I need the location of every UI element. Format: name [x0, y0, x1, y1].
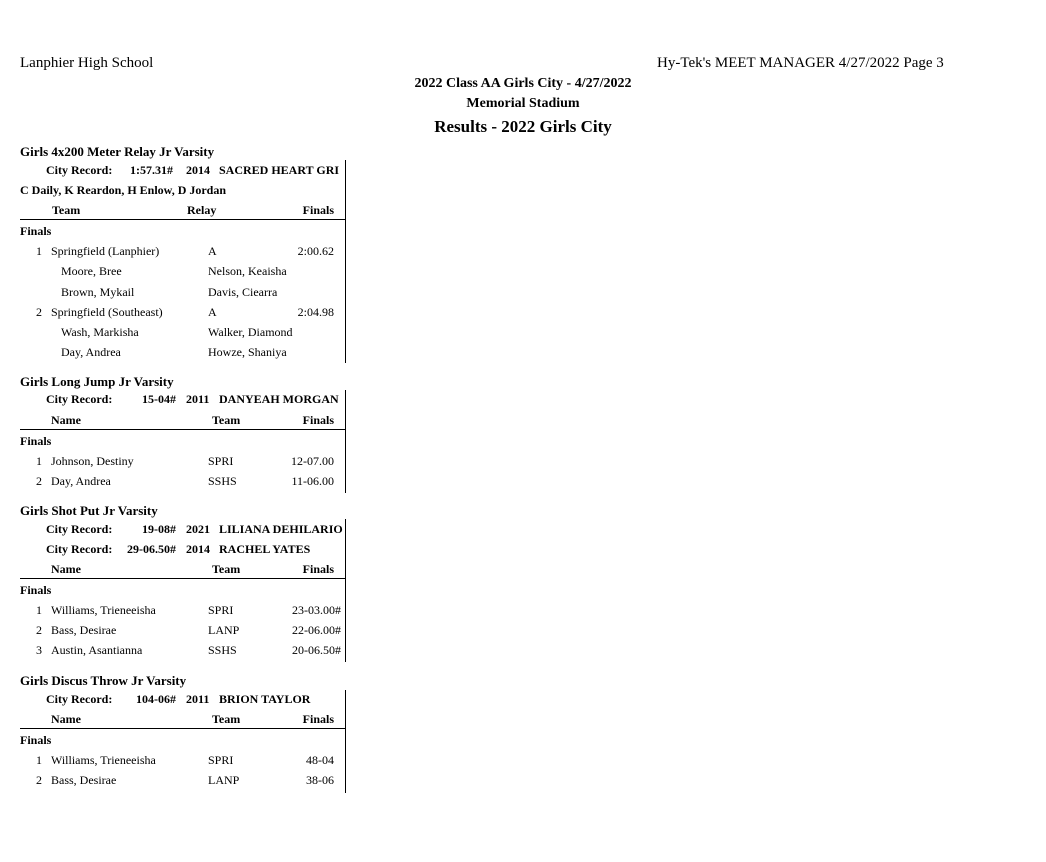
athlete-name: Austin, Asantianna	[51, 643, 143, 657]
record-mark: 19-08#	[142, 522, 176, 536]
column-name: Name	[51, 712, 81, 726]
place: 1	[36, 244, 42, 258]
event-title: Girls Discus Throw Jr Varsity	[20, 673, 187, 688]
school-name: Lanphier High School	[20, 55, 154, 71]
team-code: SPRI	[208, 753, 234, 767]
athlete-name: Williams, Trieneeisha	[51, 753, 156, 767]
results-title: Results - 2022 Girls City	[434, 117, 612, 136]
athlete-name: Williams, Trieneeisha	[51, 603, 156, 617]
record-mark: 1:57.31#	[130, 163, 173, 177]
column-name: Name	[51, 562, 81, 576]
column-team: Team	[52, 203, 81, 217]
place: 1	[36, 454, 42, 468]
team-code: LANP	[208, 773, 240, 787]
column-finals: Finals	[302, 203, 334, 217]
team-code: SPRI	[208, 454, 234, 468]
relay-athlete: Moore, Bree	[61, 264, 122, 278]
team-name: Springfield (Lanphier)	[51, 244, 160, 258]
record-holder: SACRED HEART GRI	[219, 163, 340, 177]
place: 2	[36, 305, 42, 319]
column-divider	[345, 690, 346, 793]
record-label: City Record:	[46, 163, 113, 177]
place: 1	[36, 753, 42, 767]
relay-athlete: Davis, Ciearra	[208, 285, 278, 299]
record-label: City Record:	[46, 392, 113, 406]
column-divider	[345, 390, 346, 493]
record-year: 2014	[186, 542, 210, 556]
relay-athlete: Howze, Shaniya	[208, 345, 287, 359]
athlete-name: Bass, Desirae	[51, 773, 117, 787]
record-athletes: C Daily, K Reardon, H Enlow, D Jordan	[20, 183, 227, 197]
mark: 2:04.98	[297, 305, 334, 319]
mark: 23-03.00#	[292, 603, 341, 617]
column-finals: Finals	[302, 562, 334, 576]
record-holder: BRION TAYLOR	[219, 692, 311, 706]
header-rule	[20, 429, 346, 430]
place: 3	[36, 643, 42, 657]
meet-title: 2022 Class AA Girls City - 4/27/2022	[414, 76, 632, 91]
header-rule	[20, 578, 346, 579]
athlete-name: Day, Andrea	[51, 474, 111, 488]
event-title: Girls Shot Put Jr Varsity	[20, 503, 158, 518]
record-holder: LILIANA DEHILARIO	[219, 522, 343, 536]
software-header: Hy-Tek's MEET MANAGER 4/27/2022 Page 3	[657, 55, 944, 71]
column-finals: Finals	[302, 712, 334, 726]
venue-title: Memorial Stadium	[466, 96, 580, 111]
place: 2	[36, 474, 42, 488]
mark: 11-06.00	[291, 474, 334, 488]
mark: 38-06	[306, 773, 334, 787]
mark: 12-07.00	[291, 454, 334, 468]
record-label: City Record:	[46, 692, 113, 706]
place: 1	[36, 603, 42, 617]
record-year: 2011	[186, 692, 210, 706]
column-divider	[345, 160, 346, 363]
section-label: Finals	[20, 224, 52, 238]
section-label: Finals	[20, 733, 52, 747]
column-name: Name	[51, 413, 81, 427]
header-rule	[20, 728, 346, 729]
relay-athlete: Walker, Diamond	[208, 325, 293, 339]
header-rule	[20, 219, 346, 220]
record-label: City Record:	[46, 522, 113, 536]
relay-athlete: Brown, Mykail	[61, 285, 135, 299]
place: 2	[36, 623, 42, 637]
record-holder: RACHEL YATES	[219, 542, 311, 556]
relay-athlete: Wash, Markisha	[61, 325, 139, 339]
column-finals: Finals	[302, 413, 334, 427]
record-mark: 104-06#	[136, 692, 176, 706]
team-code: SSHS	[208, 643, 237, 657]
record-label: City Record:	[46, 542, 113, 556]
column-relay: Relay	[187, 203, 217, 217]
relay-athlete: Day, Andrea	[61, 345, 121, 359]
relay-letter: A	[208, 305, 217, 319]
column-divider	[345, 519, 346, 662]
record-mark: 29-06.50#	[127, 542, 176, 556]
record-mark: 15-04#	[142, 392, 176, 406]
record-holder: DANYEAH MORGAN	[219, 392, 339, 406]
column-team: Team	[212, 413, 241, 427]
event-title: Girls 4x200 Meter Relay Jr Varsity	[20, 144, 215, 159]
team-code: SPRI	[208, 603, 234, 617]
column-team: Team	[212, 712, 241, 726]
section-label: Finals	[20, 434, 52, 448]
record-year: 2021	[186, 522, 210, 536]
team-code: SSHS	[208, 474, 237, 488]
record-year: 2014	[186, 163, 210, 177]
record-year: 2011	[186, 392, 210, 406]
mark: 22-06.00#	[292, 623, 341, 637]
team-name: Springfield (Southeast)	[51, 305, 163, 319]
team-code: LANP	[208, 623, 240, 637]
section-label: Finals	[20, 583, 52, 597]
place: 2	[36, 773, 42, 787]
event-title: Girls Long Jump Jr Varsity	[20, 374, 174, 389]
athlete-name: Bass, Desirae	[51, 623, 117, 637]
relay-letter: A	[208, 244, 217, 258]
mark: 48-04	[306, 753, 334, 767]
column-team: Team	[212, 562, 241, 576]
relay-athlete: Nelson, Keaisha	[208, 264, 287, 278]
mark: 2:00.62	[297, 244, 334, 258]
athlete-name: Johnson, Destiny	[51, 454, 134, 468]
mark: 20-06.50#	[292, 643, 341, 657]
